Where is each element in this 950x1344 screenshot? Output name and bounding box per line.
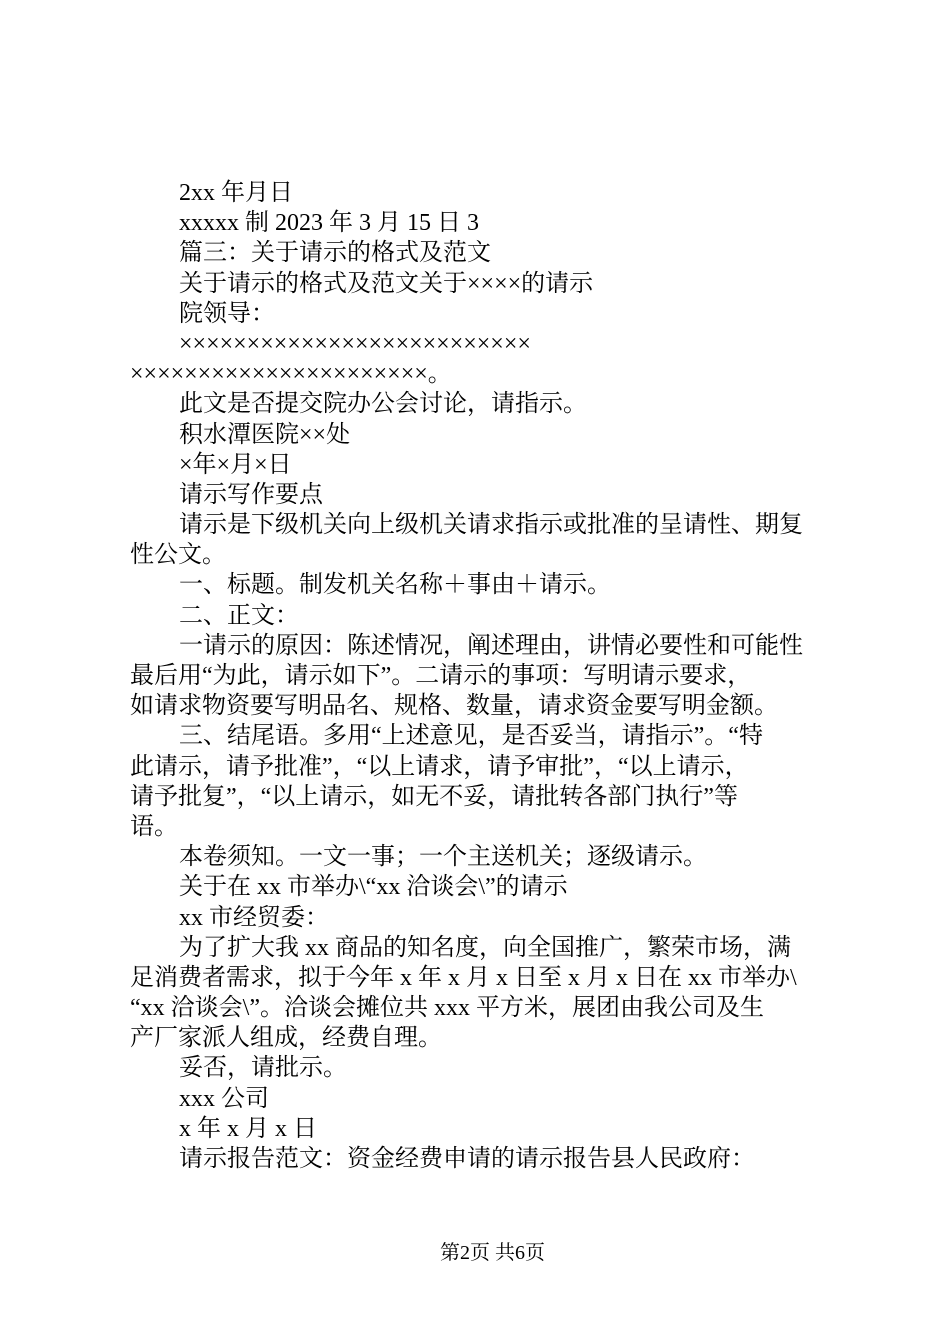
text-line: 关于在 xx 市举办\“xx 洽谈会\”的请示: [179, 874, 568, 901]
text-line: 三、结尾语。多用“上述意见，是否妥当，请指示”。“特: [179, 723, 763, 750]
text-line: 妥否，请批示。: [179, 1055, 347, 1082]
text-line: 院领导：: [179, 300, 275, 327]
text-line: ×年×月×日: [179, 451, 292, 478]
text-line: 足消费者需求，拟于今年 x 年 x 月 x 日至 x 月 x 日在 xx 市举办\: [130, 964, 797, 991]
text-line: 请示报告范文：资金经费申请的请示报告县人民政府：: [179, 1146, 755, 1172]
page-number: 第2页 共6页: [440, 1242, 545, 1264]
text-line: “xx 洽谈会\”。洽谈会摊位共 xxx 平方米，展团由我公司及生: [130, 995, 764, 1022]
text-line: 最后用“为此，请示如下”。二请示的事项：写明请示要求，: [130, 663, 752, 689]
text-line: 性公文。: [130, 542, 226, 569]
text-line: 产厂家派人组成，经费自理。: [130, 1025, 442, 1052]
document-body: [130, 178, 846, 1174]
text-line: 一、标题。制发机关名称＋事由＋请示。: [179, 572, 611, 599]
text-line: ××××××××××××××××××××××××××: [179, 330, 531, 357]
text-line: 请示是下级机关向上级机关请求指示或批准的呈请性、期复: [179, 512, 803, 539]
text-line: xx 市经贸委：: [179, 904, 329, 931]
text-line: x 年 x 月 x 日: [179, 1115, 317, 1142]
text-line: 语。: [130, 813, 178, 840]
text-line: xxx 公司: [179, 1085, 269, 1112]
text-line: 2xx 年月日: [179, 180, 293, 206]
text-line: 一请示的原因：陈述情况，阐述理由，讲情必要性和可能性: [179, 632, 803, 659]
text-line: 二、正文：: [179, 602, 299, 629]
text-line: 积水潭医院××处: [179, 421, 351, 448]
text-line: 此请示，请予批准”，“以上请求，请予审批”，“以上请示，: [130, 753, 749, 780]
text-line: 篇三：关于请示的格式及范文: [179, 240, 491, 267]
text-line: 为了扩大我 xx 商品的知名度，向全国推广，繁荣市场，满: [179, 934, 791, 961]
text-line: 关于请示的格式及范文关于××××的请示: [179, 270, 594, 297]
text-line: 本卷须知。一文一事；一个主送机关；逐级请示。: [179, 844, 707, 871]
text-line: 请予批复”，“以上请示，如无不妥，请批转各部门执行”等: [130, 783, 738, 810]
text-line: 此文是否提交院办公会讨论，请指示。: [179, 391, 587, 418]
text-line: ××××××××××××××××××××××。: [130, 361, 452, 388]
text-line: xxxxx 制 2023 年 3 月 15 日 3: [179, 210, 479, 237]
text-line: 如请求物资要写明品名、规格、数量，请求资金要写明金额。: [130, 693, 778, 720]
text-line: 请示写作要点: [179, 481, 323, 508]
